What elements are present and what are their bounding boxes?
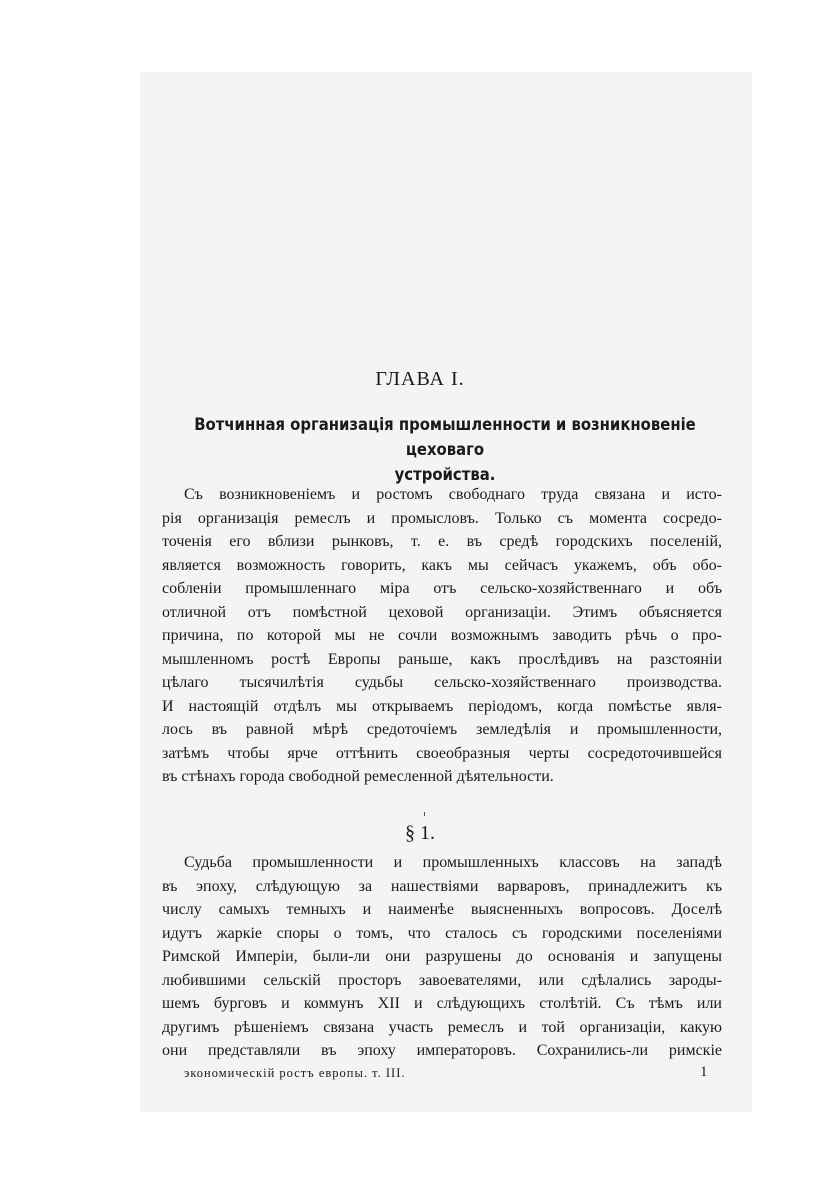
text-line: затѣмъ чтобы ярче оттѣнить своеобразныя черты сосредоточившейся bbox=[162, 744, 722, 762]
text-line: другимъ рѣшеніемъ связана участь ремеслъ и той организаціи, какую bbox=[162, 1018, 722, 1036]
text-line: Съ возникновеніемъ и ростомъ свободнаго труда связана и исто- bbox=[184, 486, 722, 503]
footer-signature: экономическій ростъ европы. т. III. bbox=[184, 1066, 406, 1080]
text-line: любившими сельскій просторъ завоевателями, или сдѣлались зароды- bbox=[162, 971, 722, 989]
text-line: въ стѣнахъ города свободной ремесленной дѣятельности. bbox=[162, 768, 554, 785]
text-line: шемъ бурговъ и коммунъ XII и слѣдующихъ столѣтій. Съ тѣмъ или bbox=[162, 995, 722, 1012]
text-line: мышленномъ ростѣ Европы раньше, какъ прослѣдивъ на разстояніи bbox=[162, 650, 722, 668]
subtitle-line: устройства. bbox=[394, 465, 496, 484]
section-heading: § 1. bbox=[405, 822, 435, 844]
page-number: 1 bbox=[700, 1064, 708, 1080]
chapter-title: ГЛАВА I. bbox=[375, 368, 465, 390]
text-line: числу самыхъ темныхъ и наименѣе выясненныхъ вопросовъ. Доселѣ bbox=[162, 901, 722, 918]
text-line: цѣлаго тысячилѣтія судьбы сельско-хозяйственнаго производства. bbox=[162, 674, 722, 691]
print-mark bbox=[424, 812, 425, 816]
text-line: они представляли въ эпоху императоровъ. Сохранились-ли римскіе bbox=[162, 1042, 722, 1059]
text-line: лось въ равной мѣрѣ средоточіемъ земледѣлія и промышленности, bbox=[162, 721, 722, 738]
text-line: Римской Имперіи, были-ли они разрушены до основанія и запущены bbox=[162, 948, 722, 965]
subtitle-line: Вотчинная организація промышленности и возникновеніе цеховаго bbox=[194, 415, 696, 459]
text-line: Судьба промышленности и промышленныхъ классовъ на западѣ bbox=[184, 854, 722, 871]
intro-paragraph bbox=[162, 483, 722, 789]
text-line: И настоящій отдѣлъ мы открываемъ періодомъ, когда помѣстье явля- bbox=[162, 697, 722, 715]
text-line: идутъ жаркіе споры о томъ, что сталось съ городскими поселеніями bbox=[162, 924, 722, 942]
text-line: причина, по которой мы не сочли возможнымъ заводить рѣчь о про- bbox=[162, 627, 722, 644]
chapter-subtitle bbox=[162, 412, 728, 487]
section-paragraph bbox=[162, 851, 722, 1063]
text-line: отличной отъ помѣстной цеховой организаціи. Этимъ объясняется bbox=[162, 603, 722, 621]
text-line: является возможность говорить, какъ мы сейчасъ укажемъ, объ обо- bbox=[162, 556, 722, 574]
text-line: въ эпоху, слѣдующую за нашествіями варваровъ, принадлежитъ къ bbox=[162, 877, 722, 895]
text-line: точенія его вблизи рынковъ, т. е. въ средѣ городскихъ поселеній, bbox=[162, 533, 722, 550]
text-line: рія организація ремеслъ и промысловъ. Только съ момента сосредо- bbox=[162, 509, 722, 527]
text-line: собленіи промышленнаго міра отъ сельско-хозяйственнаго и объ bbox=[162, 580, 722, 597]
